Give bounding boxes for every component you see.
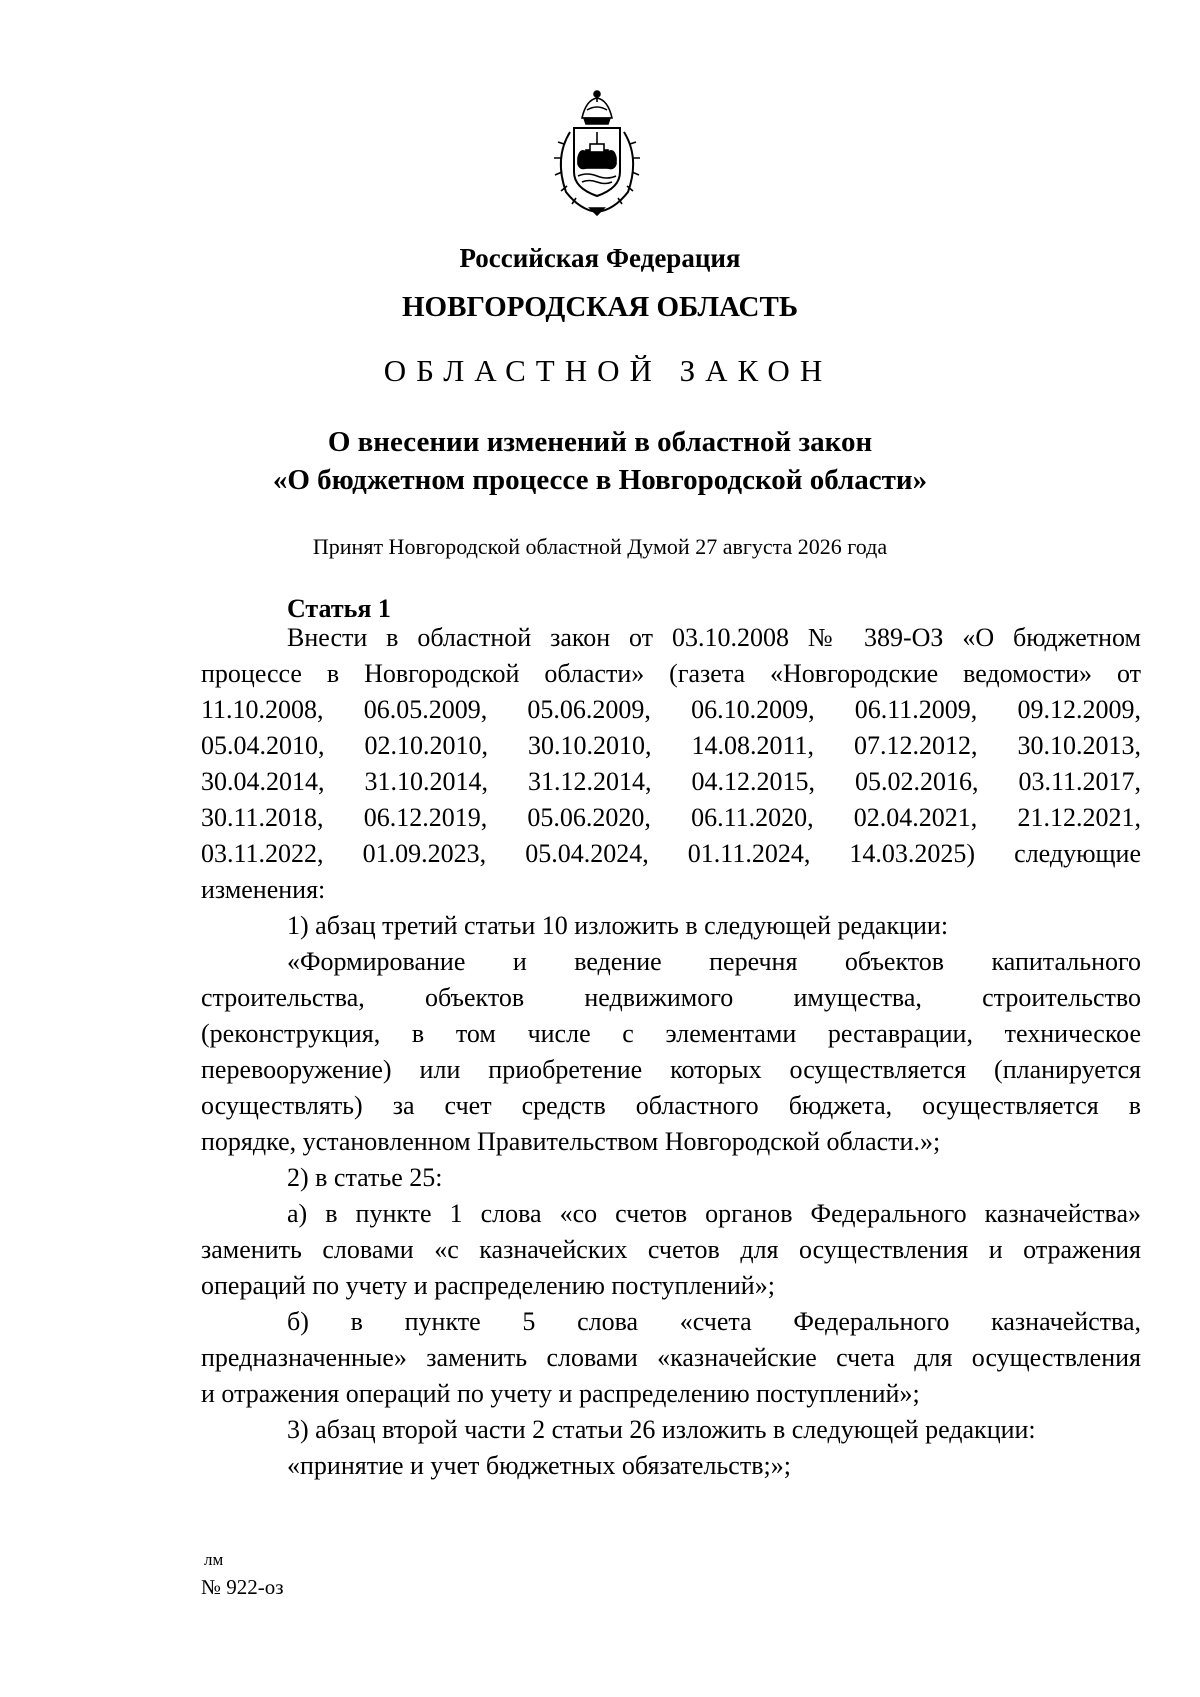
text-line: строительства, объектов недвижимого имущества, строительство: [201, 983, 1141, 1012]
text-line: 05.04.2010, 02.10.2010, 30.10.2010, 14.08.2011, 07.12.2012, 30.10.2013,: [201, 731, 1141, 760]
text-line: 30.11.2018, 06.12.2019, 05.06.2020, 06.11.2020, 02.04.2021, 21.12.2021,: [201, 803, 1141, 832]
text-line: 1) абзац третий статьи 10 изложить в следующей редакции:: [287, 911, 949, 940]
text-line: б) в пункте 5 слова «счета Федерального казначейства,: [287, 1307, 1141, 1336]
law-number: № 922-оз: [201, 1575, 284, 1599]
region-heading: НОВГОРОДСКАЯ ОБЛАСТЬ: [401, 291, 799, 323]
text-line: перевооружение) или приобретение которых осуществляется (планируется: [201, 1055, 1141, 1084]
federation-heading: Российская Федерация: [459, 243, 741, 273]
text-line: Внести в областной закон от 03.10.2008 № 389-ОЗ «О бюджетном: [287, 623, 1141, 652]
text-line: а) в пункте 1 слова «со счетов органов Федерального казначейства»: [287, 1199, 1141, 1228]
article-heading: Статья 1: [287, 594, 391, 623]
text-line: 2) в статье 25:: [287, 1163, 443, 1192]
text-line: «принятие и учет бюджетных обязательств;»;: [287, 1451, 791, 1480]
law-title-line-1: О внесении изменений в областной закон: [327, 426, 873, 458]
adoption-note: Принят Новгородской областной Думой 27 августа 2026 года: [312, 534, 888, 559]
text-line: изменения:: [201, 875, 326, 904]
text-line: процессе в Новгородской области» (газета «Новгородские ведомости» от: [201, 659, 1141, 688]
text-line: «Формирование и ведение перечня объектов капитального: [287, 947, 1141, 976]
text-line: 03.11.2022, 01.09.2023, 05.04.2024, 01.11.2024, 14.03.2025) следующие: [201, 839, 1141, 868]
article-body: [201, 620, 1141, 1484]
text-line: операций по учету и распределению поступлений»;: [201, 1271, 775, 1300]
footer-initials: лм: [204, 1550, 224, 1569]
text-line: и отражения операций по учету и распределению поступлений»;: [201, 1379, 920, 1408]
coat-of-arms-icon: [546, 88, 648, 216]
text-line: (реконструкция, в том числе с элементами реставрации, техническое: [201, 1019, 1141, 1048]
law-type-heading: ОБЛАСТНОЙ ЗАКОН: [383, 353, 833, 388]
text-line: предназначенные» заменить словами «казначейские счета для осуществления: [201, 1343, 1141, 1372]
text-line: заменить словами «с казначейских счетов для осуществления и отражения: [201, 1235, 1141, 1264]
text-line: порядке, установленном Правительством Новгородской области.»;: [201, 1127, 941, 1156]
law-title-line-2: «О бюджетном процессе в Новгородской области»: [272, 464, 928, 496]
text-line: 11.10.2008, 06.05.2009, 05.06.2009, 06.10.2009, 06.11.2009, 09.12.2009,: [201, 695, 1141, 724]
text-line: осуществлять) за счет средств областного бюджета, осуществляется в: [201, 1091, 1141, 1120]
text-line: 3) абзац второй части 2 статьи 26 изложить в следующей редакции:: [287, 1415, 1036, 1444]
text-line: 30.04.2014, 31.10.2014, 31.12.2014, 04.12.2015, 05.02.2016, 03.11.2017,: [201, 767, 1141, 796]
